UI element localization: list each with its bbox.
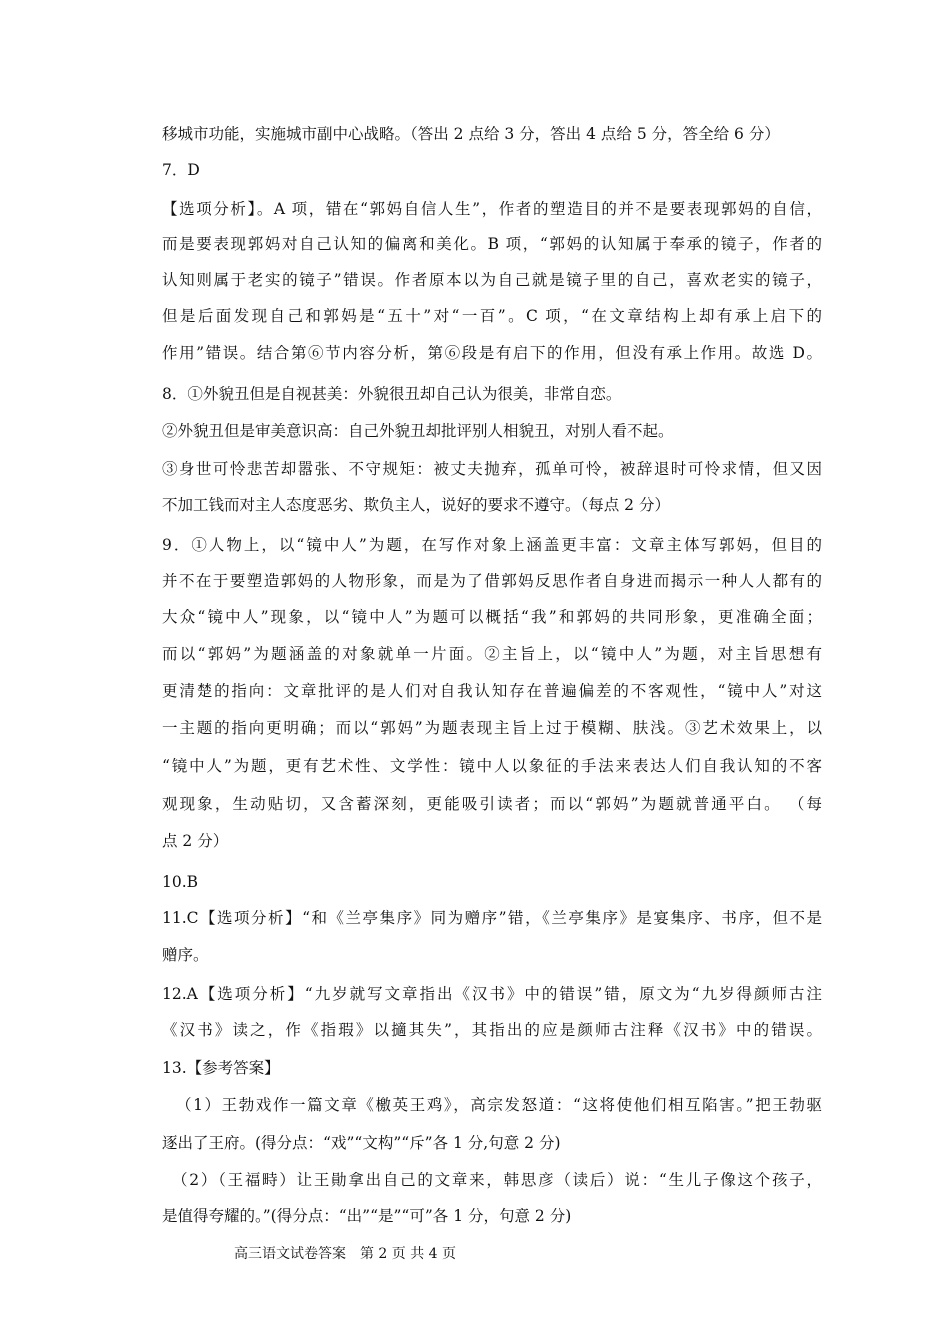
answer-13-2: （2）（王福畤）让王勛拿出自己的文章来，韩思彦（读后）说：“生儿子像这个孩子， — [172, 1171, 822, 1189]
answer-11: 11.C【选项分析】“和《兰亭集序》同为赠序”错，《兰亭集序》是宴集序、书序，但不是 — [162, 909, 822, 927]
answer-9: 9．①人物上，以“镜中人”为题，在写作对象上涵盖更丰富：文章主体写郭妈，但目的 — [162, 536, 822, 554]
answer-7: 7．D — [162, 161, 200, 179]
text-line: 大众“镜中人”现象，以“镜中人”为题可以概括“我”和郭妈的共同形象，更准确全面； — [162, 608, 822, 626]
text-line: ②外貌丑但是审美意识高：自己外貌丑却批评别人相貌丑，对别人看不起。 — [162, 422, 674, 440]
text-line: 更清楚的指向：文章批评的是人们对自我认知存在普遍偏差的不客观性，“镜中人”对这 — [162, 682, 822, 700]
answer-13-1: （1）王勃戏作一篇文章《檄英王鸡》，高宗发怒道：“这将使他们相互陷害。”把王勃驱 — [176, 1096, 822, 1114]
text-line: 是值得夸耀的。”(得分点：“出”“是”“可”各 1 分，句意 2 分) — [162, 1207, 572, 1225]
page-footer: 高三语文试卷答案 第 2 页 共 4 页 — [233, 1246, 457, 1262]
answer-13-heading: 13.【参考答案】 — [162, 1059, 280, 1077]
text-line: 但是后面发现自己和郭妈是“五十”对“一百”。C 项，“在文章结构上却有承上启下的 — [162, 307, 822, 325]
text-line: 认知则属于老实的镜子”错误。作者原本以为自己就是镜子里的自己，喜欢老实的镜子， — [162, 271, 822, 289]
answer-10: 10.B — [162, 873, 199, 891]
text-line: 逐出了王府。(得分点：“戏”“文构”“斥”各 1 分,句意 2 分) — [162, 1134, 561, 1152]
answer-8: 8．①外貌丑但是自视甚美：外貌很丑却自己认为很美，非常自恋。 — [162, 385, 622, 403]
text-line: 移城市功能，实施城市副中心战略。（答出 2 点给 3 分，答出 4 点给 5 分，答全给 6 分） — [162, 125, 780, 143]
text-line: “镜中人”为题，更有艺术性、文学性：镜中人以象征的手法来表达人们自我认知的不客 — [162, 757, 822, 775]
text-line: 赠序。 — [162, 946, 209, 964]
text-line: 观现象，生动贴切，又含蓄深刻，更能吸引读者；而以“郭妈”为题就普通平白。 （每 — [162, 795, 822, 813]
text-line: 不加工钱而对主人态度恶劣、欺负主人，说好的要求不遵守。（每点 2 分） — [162, 496, 670, 514]
answer-12: 12.A【选项分析】“九岁就写文章指出《汉书》中的错误”错，原文为“九岁得颜师古注 — [162, 985, 822, 1003]
text-line: 点 2 分） — [162, 832, 229, 850]
text-line: 并不在于要塑造郭妈的人物形象，而是为了借郭妈反思作者自身进而揭示一种人人都有的 — [162, 572, 822, 590]
text-line: 一主题的指向更明确；而以“郭妈”为题表现主旨上过于模糊、肤浅。③艺术效果上，以 — [162, 719, 822, 737]
text-line: 作用”错误。结合第⑥节内容分析，第⑥段是有启下的作用，但没有承上作用。故选 D。 — [162, 344, 822, 362]
text-line: 而以“郭妈”为题涵盖的对象就单一片面。②主旨上，以“镜中人”为题，对主旨思想有 — [162, 645, 822, 663]
text-line: 【选项分析】。A 项，错在“郭妈自信人生”，作者的塑造目的并不是要表现郭妈的自信， — [162, 200, 822, 218]
text-line: 《汉书》读之，作《指瑕》以擿其失”，其指出的应是颜师古注释《汉书》中的错误。 — [162, 1021, 822, 1039]
text-line: ③身世可怜悲苦却嚣张、不守规矩：被丈夫抛弃，孤单可怜，被辞退时可怜求情，但又因 — [162, 460, 822, 478]
text-line: 而是要表现郭妈对自己认知的偏离和美化。B 项，“郭妈的认知属于奉承的镜子，作者的 — [162, 235, 822, 253]
